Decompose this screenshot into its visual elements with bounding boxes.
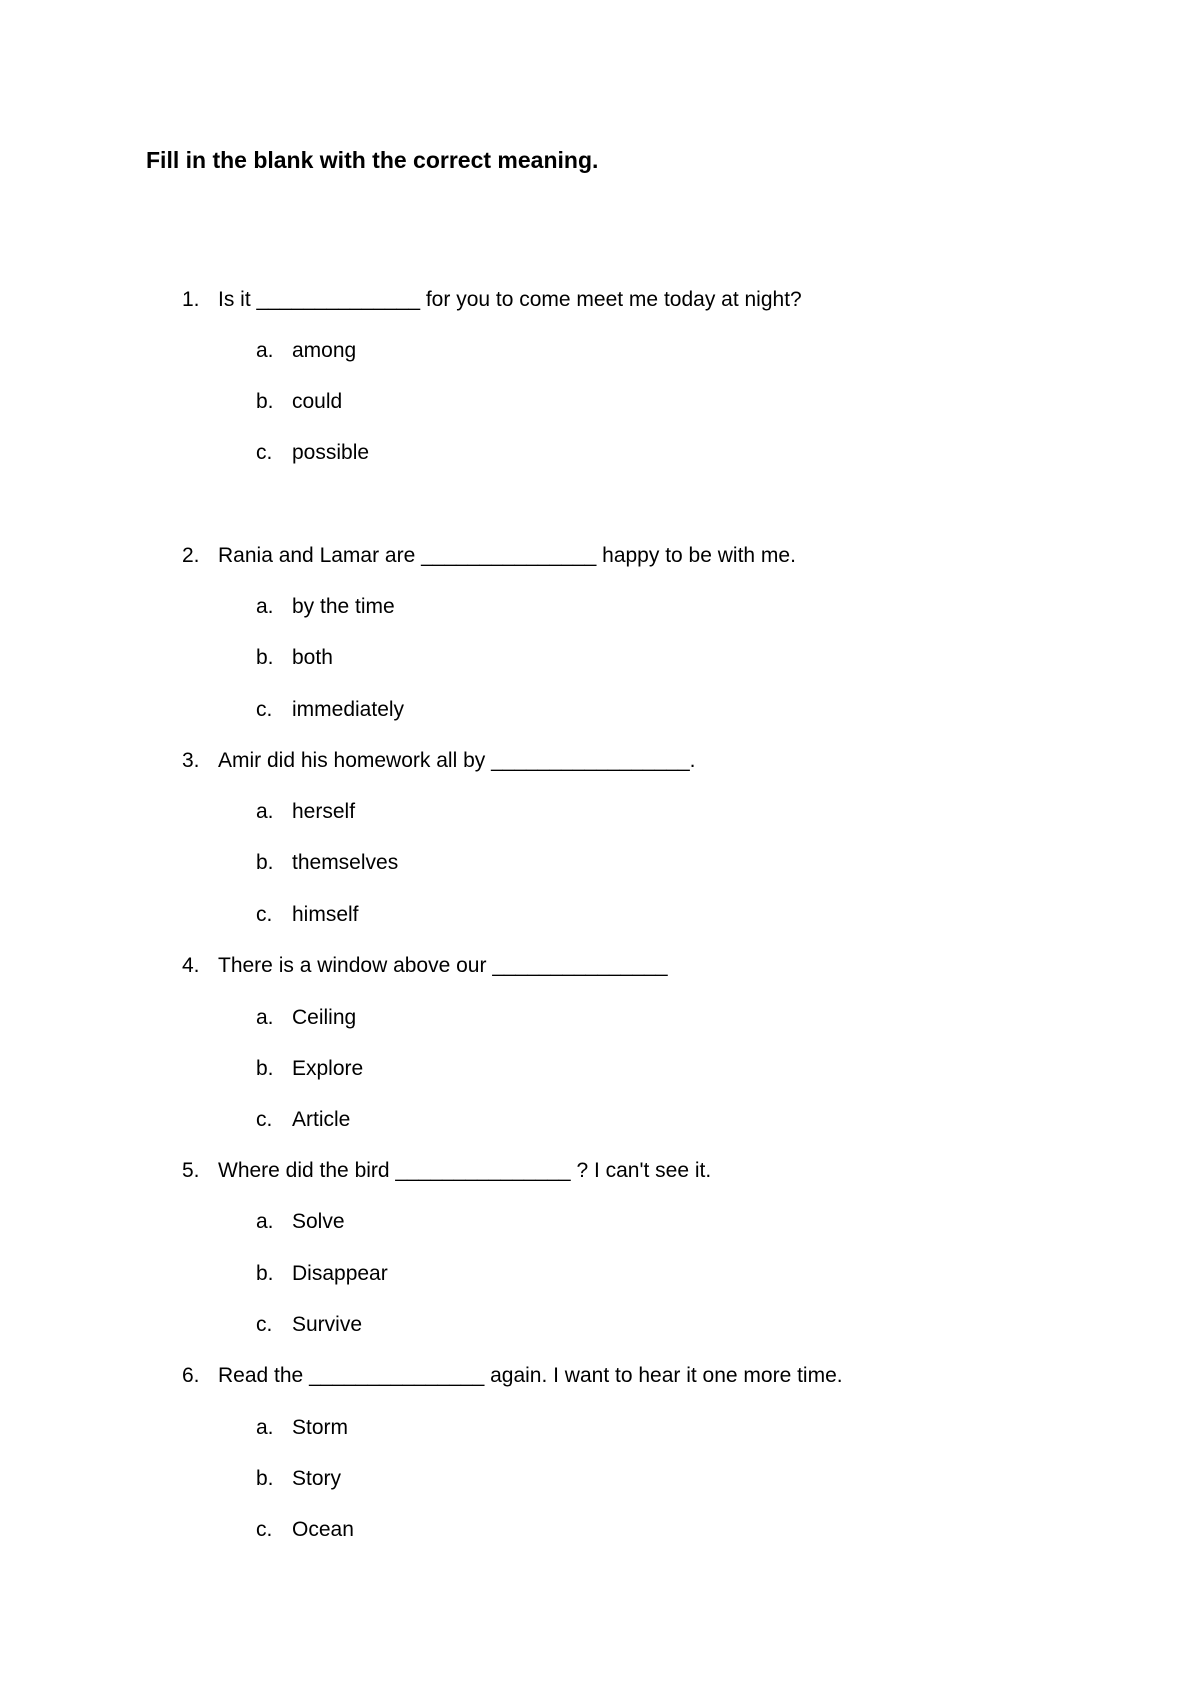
option-2a xyxy=(256,593,395,621)
option-letter: a. xyxy=(256,339,274,362)
question-text: Amir did his homework all by _________________. xyxy=(218,749,696,772)
question-text: Read the _______________ again. I want to hear it one more time. xyxy=(218,1364,843,1387)
option-6b xyxy=(256,1465,341,1493)
question-number: 2. xyxy=(182,544,200,567)
option-letter: c. xyxy=(256,903,273,926)
question-6 xyxy=(182,1362,843,1390)
option-4c xyxy=(256,1106,350,1134)
option-letter: b. xyxy=(256,1467,274,1490)
option-text: immediately xyxy=(292,698,405,721)
option-letter: b. xyxy=(256,1057,274,1080)
option-2c xyxy=(256,696,404,724)
question-3 xyxy=(182,747,695,775)
question-text: Is it ______________ for you to come meet me today at night? xyxy=(218,288,802,311)
option-text: Storm xyxy=(292,1416,349,1439)
option-3c xyxy=(256,901,359,929)
question-1 xyxy=(182,286,802,314)
option-letter: a. xyxy=(256,1006,274,1029)
option-letter: b. xyxy=(256,1262,274,1285)
option-text: both xyxy=(292,646,333,669)
option-text: possible xyxy=(292,441,370,464)
option-letter: a. xyxy=(256,1416,274,1439)
option-1b xyxy=(256,388,342,416)
option-letter: c. xyxy=(256,1313,273,1336)
question-number: 6. xyxy=(182,1364,200,1387)
option-letter: c. xyxy=(256,1108,273,1131)
option-letter: a. xyxy=(256,800,274,823)
option-text: by the time xyxy=(292,595,395,618)
option-5a xyxy=(256,1208,345,1236)
option-1c xyxy=(256,439,369,467)
option-1a xyxy=(256,337,356,365)
worksheet-title: Fill in the blank with the correct meaning. xyxy=(146,147,599,173)
option-letter: a. xyxy=(256,1210,274,1233)
option-text: could xyxy=(292,390,343,413)
option-text: Disappear xyxy=(292,1262,388,1285)
question-number: 4. xyxy=(182,954,200,977)
question-text: Rania and Lamar are _______________ happy to be with me. xyxy=(218,544,796,567)
option-letter: b. xyxy=(256,646,274,669)
option-5c xyxy=(256,1311,362,1339)
question-number: 3. xyxy=(182,749,200,772)
option-text: herself xyxy=(292,800,356,823)
option-6a xyxy=(256,1414,348,1442)
question-number: 5. xyxy=(182,1159,200,1182)
option-6c xyxy=(256,1516,354,1544)
option-text: Explore xyxy=(292,1057,364,1080)
option-letter: b. xyxy=(256,851,274,874)
option-text: among xyxy=(292,339,357,362)
question-text: There is a window above our _______________ xyxy=(218,954,668,977)
option-text: Article xyxy=(292,1108,351,1131)
option-2b xyxy=(256,644,333,672)
option-5b xyxy=(256,1260,388,1288)
option-letter: c. xyxy=(256,1518,273,1541)
question-2 xyxy=(182,542,796,570)
question-number: 1. xyxy=(182,288,200,311)
option-letter: c. xyxy=(256,698,273,721)
option-3a xyxy=(256,798,355,826)
option-letter: c. xyxy=(256,441,273,464)
option-text: Survive xyxy=(292,1313,363,1336)
option-3b xyxy=(256,849,398,877)
option-text: himself xyxy=(292,903,359,926)
question-5 xyxy=(182,1157,711,1185)
option-text: Ceiling xyxy=(292,1006,357,1029)
option-text: Solve xyxy=(292,1210,345,1233)
question-4 xyxy=(182,952,668,980)
question-text: Where did the bird _______________ ? I can't see it. xyxy=(218,1159,712,1182)
option-4b xyxy=(256,1055,363,1083)
option-4a xyxy=(256,1004,356,1032)
option-text: Ocean xyxy=(292,1518,354,1541)
option-letter: a. xyxy=(256,595,274,618)
option-text: themselves xyxy=(292,851,399,874)
option-text: Story xyxy=(292,1467,342,1490)
option-letter: b. xyxy=(256,390,274,413)
